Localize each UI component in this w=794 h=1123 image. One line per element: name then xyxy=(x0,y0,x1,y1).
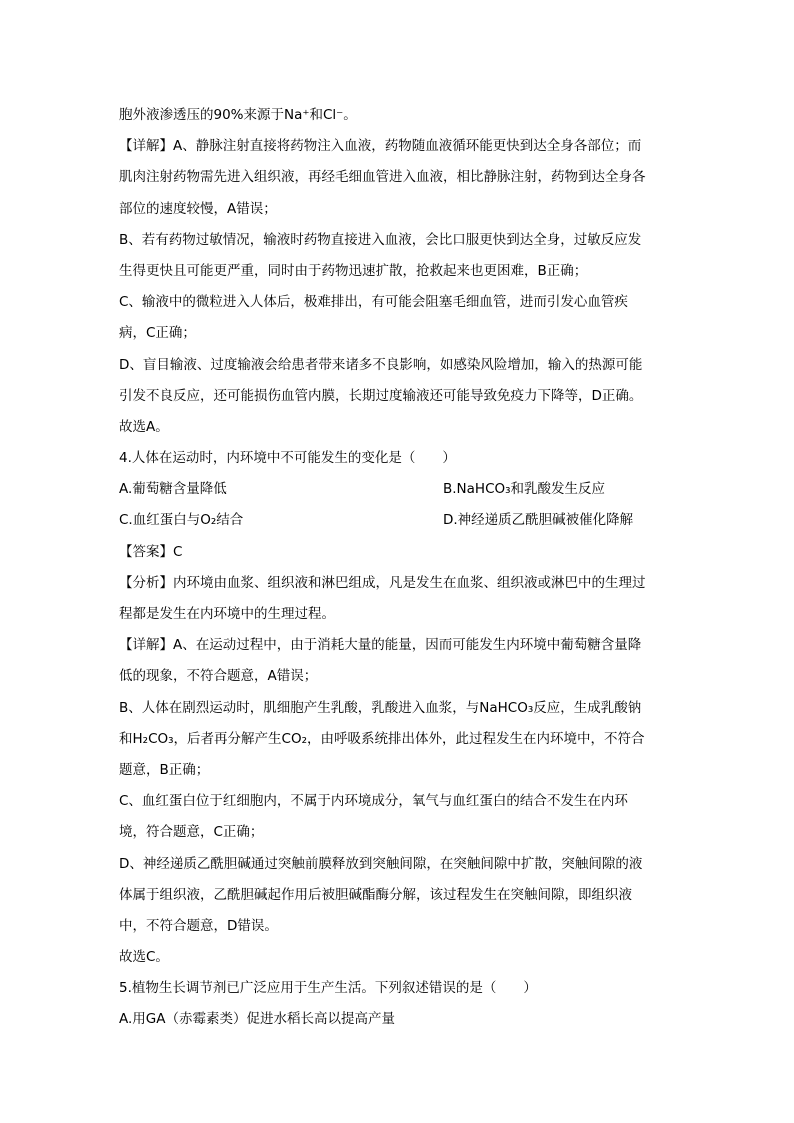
question-4-options-row-2 xyxy=(119,505,679,536)
question-5-stem: 5.植物生长调节剂已广泛应用于生产生活。下列叙述错误的是（ ） xyxy=(119,980,537,997)
explanation-line: 【详解】A、静脉注射直接将药物注入血液，药物随血液循环能更快到达全身各部位；而 xyxy=(119,138,642,155)
text-line: C、血红蛋白位于红细胞内，不属于内环境成分，氧气与血红蛋白的结合不发生在内环 xyxy=(119,793,628,810)
option-d: D.神经递质乙酰胆碱被催化降解 xyxy=(443,512,634,529)
text-line: 体属于组织液，乙酰胆碱起作用后被胆碱酯酶分解，该过程发生在突触间隙，即组织液 xyxy=(119,886,632,903)
text-line: B、人体在剧烈运动时，肌细胞产生乳酸，乳酸进入血浆，与NaHCO₃反应，生成乳酸钠 xyxy=(119,699,642,716)
answer-line: 【答案】C xyxy=(119,543,183,560)
explanation-line: 【详解】A、在运动过程中，由于消耗大量的能量，因而可能发生内环境中葡萄糖含量降 xyxy=(119,637,642,654)
text-line: 和H₂CO₃，后者再分解产生CO₂，由呼吸系统排出体外，此过程发生在内环境中，不符合 xyxy=(119,730,645,747)
option-a: A.用GA（赤霉素类）促进水稻长高以提高产量 xyxy=(119,1011,395,1028)
question-4-options-row-1 xyxy=(119,474,679,505)
text-line: C、输液中的微粒进入人体后，极难排出，有可能会阻塞毛细血管，进而引发心血管疾 xyxy=(119,294,628,311)
choice-line: 故选C。 xyxy=(119,949,169,966)
text-line: 肌肉注射药物需先进入组织液，再经毛细血管进入血液，相比静脉注射，药物到达全身各 xyxy=(119,169,646,186)
text-line: 程都是发生在内环境中的生理过程。 xyxy=(119,606,335,622)
text-line: 病，C正确； xyxy=(119,325,196,342)
option-a: A.葡萄糖含量降低 xyxy=(119,481,227,498)
choice-line: 故选A。 xyxy=(119,418,169,435)
document-body xyxy=(119,100,679,1036)
question-4-stem: 4.人体在运动时，内环境中不可能发生的变化是（ ） xyxy=(119,450,456,467)
text-line: 胞外液渗透压的90%来源于Na⁺和Cl⁻。 xyxy=(119,107,357,123)
text-line: B、若有药物过敏情况，输液时药物直接进入血液，会比口服更快到达全身，过敏反应发 xyxy=(119,231,642,248)
option-b: B.NaHCO₃和乳酸发生反应 xyxy=(443,481,606,498)
text-line: 题意，B正确； xyxy=(119,761,210,778)
text-line: D、盲目输液、过度输液会给患者带来诸多不良影响，如感染风险增加，输入的热源可能 xyxy=(119,356,643,373)
text-line: 中，不符合题意，D错误。 xyxy=(119,917,278,934)
text-line: 部位的速度较慢，A错误； xyxy=(119,200,277,217)
analysis-line: 【分析】内环境由血浆、组织液和淋巴组成，凡是发生在血浆、组织液或淋巴中的生理过 xyxy=(119,574,646,591)
text-line: D、神经递质乙酰胆碱通过突触前膜释放到突触间隙，在突触间隙中扩散，突触间隙的液 xyxy=(119,855,643,872)
option-c: C.血红蛋白与O₂结合 xyxy=(119,512,244,529)
text-line: 境，符合题意，C正确； xyxy=(119,824,264,841)
text-line: 引发不良反应，还可能损伤血管内膜，长期过度输液还可能导致免疫力下降等，D正确。 xyxy=(119,387,643,404)
text-line: 生得更快且可能更严重，同时由于药物迅速扩散，抢救起来也更困难，B正确； xyxy=(119,262,588,279)
text-line: 低的现象，不符合题意，A错误； xyxy=(119,668,318,685)
